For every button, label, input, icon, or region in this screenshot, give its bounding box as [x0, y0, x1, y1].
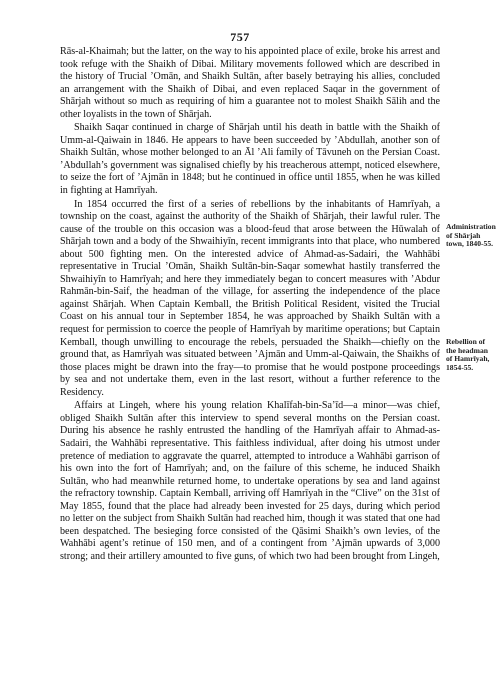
- paragraph-2: Shaikh Saqar continued in charge of Shārjah until his death in battle with the Shaikh of Umm-al-Qaiwain in 1846. He appears to have been succeeded by ’Abdullah, another son of Shaikh Sultān, whose mother belonged to an Āl ’Ali family of Tāvuneh on the Persian Coast. ’Abdullah’s government was signalised chiefly by his treacherous attempt, noticed elsewhere, to seize the fort of ’Ajmān in 1848; but he continued in office until 1855, when he was killed in fighting at Hamrīyah.: [60, 122, 440, 197]
- main-text-column: [60, 46, 440, 563]
- margin-note-rebellion: Rebellion of the headman of Hamrīyah, 1854-55.: [446, 337, 490, 372]
- paragraph-3: In 1854 occurred the first of a series of rebellions by the inhabitants of Hamrīyah, a township on the coast, against the authority of the Shaikh of Shārjah, their lawful ruler. The cause of the trouble on this occasion was a blood-feud that arose between the Hūwalah of Shārjah town and a body of the Shwaihiyīn, recent immigrants into that place, who numbered about 500 fighting men. On the interested advice of Ahmad-as-Sadairi, the Wahhābi representative in Trucial ’Omān, Shaikh Sultān-bin-Saqar somewhat hastily transferred the Shwaihiyīn to Hamrīyah; and here they immediately began to concert measures with ’Abdur Rahmān-bin-Saif, the headman of the village, for asserting the independence of the place against Shārjah. When Captain Kemball, the British Political Resident, visited the Trucial Coast on his annual tour in September 1854, he was approached by Shaikh Sultān with a request for permission to coerce the people of Hamrīyah by maritime operations; but Captain Kemball, though unwilling to encourage the rebels, persuaded the Shaikh—chiefly on the ground that, as Hamrīyah was situated between ’Ajmān and Umm-al-Qaiwain, the Shaikhs of those places might be drawn into the fray—to promise that he would postpone proceedings by sea and not undertake them, even in the last resort, without a further reference to the Residency.: [60, 198, 440, 398]
- page-number: 757: [230, 30, 250, 44]
- paragraph-4: Affairs at Lingeh, where his young relation Khalīfah-bin-Sa’īd—a minor—was chief, obliged Shaikh Sultān after this interview to spend several months on the Persian coast. During his absence he rashly entrusted the handling of the Hamrīyah affair to Ahmad-as-Sadairi, the Wahhābi representative. This faithless individual, after doing his utmost under pretence of mediation to aggravate the quarrel, attempted to introduce a Wahhābi garrison of his own into the fort of Hamrīyah; and, on the failure of this scheme, he induced Shaikh Sultān, who had meanwhile returned home, to undertake operations by sea and land against the refractory township. Captain Kemball, arriving off Hamrīyah in the “Clive” on the 31st of May 1855, found that the place had already been invested for 25 days, during which period no letter on the subject from Shaikh Sultān had reached him, though it was stated that one had been despatched. The besieging force consisted of the Qāsimi Shaikh’s own levies, of the Wahhābi agent’s retinue of 150 men, and of a contingent from ’Ajmān upwards of 3,000 strong; and their artillery amounted to five guns, of which two had been brought from Lingeh,: [60, 400, 440, 562]
- margin-note-administration: Administration of Shārjah town, 1840-55.: [446, 222, 496, 249]
- paragraph-1: Rās-al-Khaimah; but the latter, on the way to his appointed place of exile, broke his arrest and took refuge with the Shaikh of Dibai. Military movements followed which are described in the history of Trucial ’Omān, and Shaikh Sultān, after basely betraying his allies, concluded an arrangement with the Shaikh of Dibai, and even replaced Saqar in the government of Shārjah without so much as requiring of him a guarantee not to molest Shaikh Sālih and the other loyalists in the town of Shārjah.: [60, 46, 440, 120]
